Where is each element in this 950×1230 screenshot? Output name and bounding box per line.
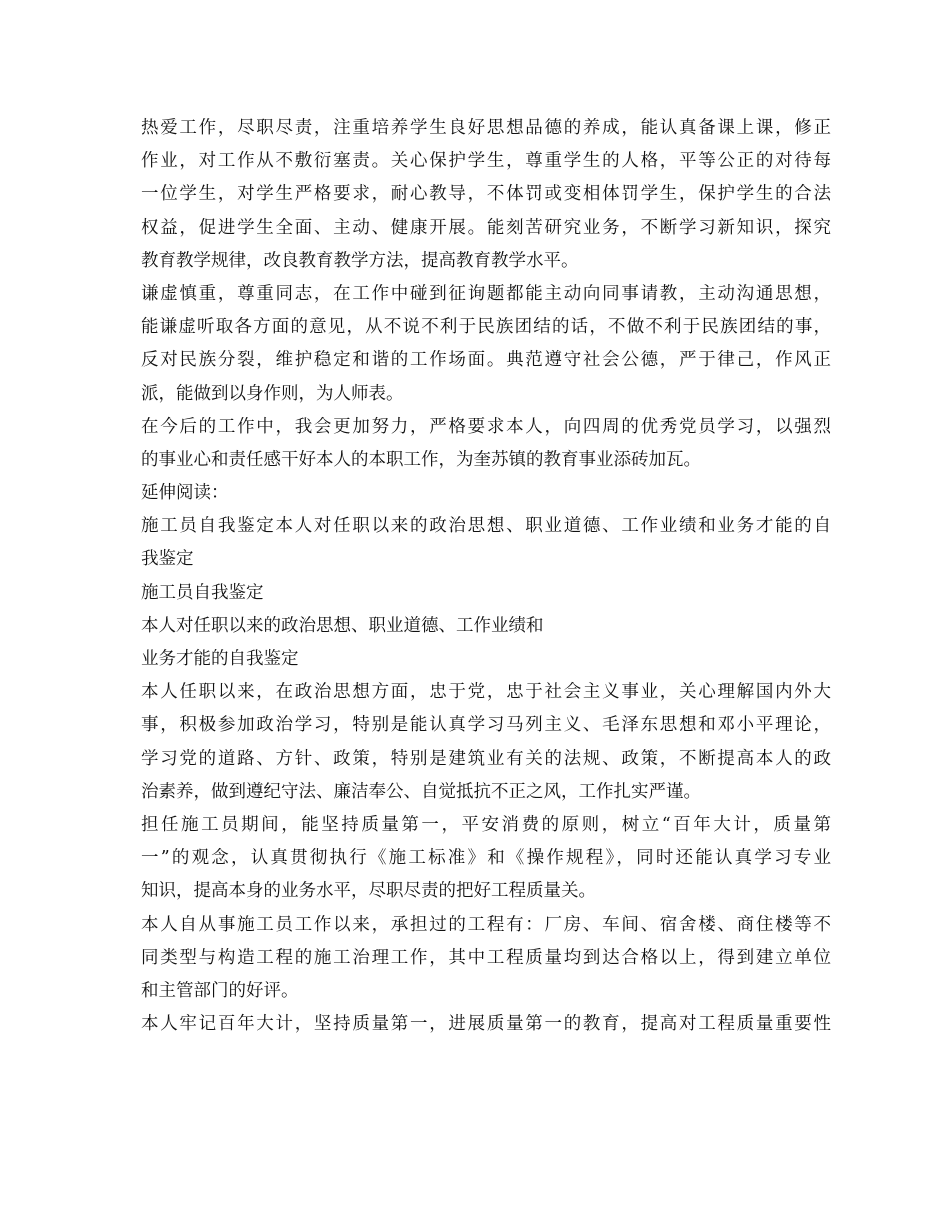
- text-line: 教育教学规律，改良教育教学方法，提高教育教学水平。: [141, 250, 579, 271]
- text-line: 学习党的道路、方针、政策，特别是建筑业有关的法规、政策，不断提高本人的政: [141, 748, 831, 769]
- text-line: 我鉴定: [141, 549, 194, 570]
- text-line: 热爱工作，尽职尽责，注重培养学生良好思想品德的养成，能认真备课上课，修正: [141, 118, 831, 138]
- text-line: 谦虚慎重，尊重同志，在工作中碰到征询题都能主动向同事请教，主动沟通思想，: [141, 283, 831, 304]
- text-line: 同类型与构造工程的施工治理工作，其中工程质量均到达合格以上，得到建立单位: [141, 947, 831, 968]
- text-line: 作业，对工作从不敷衍塞责。关心保护学生，尊重学生的人格，平等公正的对待每: [141, 151, 831, 172]
- text-line: 反对民族分裂，维护稳定和谐的工作场面。典范遵守社会公德，严于律己，作风正: [141, 350, 831, 371]
- text-line: 权益，促进学生全面、主动、健康开展。能刻苦研究业务，不断学习新知识，探究: [141, 217, 831, 238]
- text-line: 施工员自我鉴定: [141, 582, 264, 603]
- text-line: 派，能做到以身作则，为人师表。: [141, 383, 404, 404]
- text-line: 治素养，做到遵纪守法、廉洁奉公、自觉抵抗不正之风，工作扎实严谨。: [141, 781, 701, 802]
- text-line: 延伸阅读：: [141, 483, 229, 504]
- text-line: 一”的观念，认真贯彻执行《施工标准》和《操作规程》，同时还能认真学习专业: [141, 848, 831, 869]
- text-line: 在今后的工作中，我会更加努力，严格要求本人，向四周的优秀党员学习，以强烈: [141, 416, 831, 437]
- text-line: 施工员自我鉴定本人对任职以来的政治思想、职业道德、工作业绩和业务才能的自: [141, 516, 831, 537]
- text-line: 本人对任职以来的政治思想、职业道德、工作业绩和: [141, 615, 544, 636]
- text-line: 业务才能的自我鉴定: [141, 649, 299, 669]
- text-line: 担任施工员期间，能坚持质量第一，平安消费的原则，树立“百年大计，质量第: [141, 814, 831, 835]
- text-line: 和主管部门的好评。: [141, 980, 299, 1001]
- text-line: 本人牢记百年大计，坚持质量第一，进展质量第一的教育，提高对工程质量重要性: [141, 1014, 831, 1035]
- text-line: 事，积极参加政治学习，特别是能认真学习马列主义、毛泽东思想和邓小平理论，: [141, 715, 831, 736]
- text-line: 本人自从事施工员工作以来，承担过的工程有：厂房、车间、宿舍楼、商住楼等不: [141, 914, 831, 935]
- text-line: 本人任职以来，在政治思想方面，忠于党，忠于社会主义事业，关心理解国内外大: [141, 682, 831, 703]
- text-line: 的事业心和责任感干好本人的本职工作，为奎苏镇的教育事业添砖加瓦。: [141, 449, 701, 470]
- text-line: 能谦虚听取各方面的意见，从不说不利于民族团结的话，不做不利于民族团结的事，: [141, 317, 831, 338]
- document-body: [141, 112, 831, 1041]
- text-line: 一位学生，对学生严格要求，耐心教导，不体罚或变相体罚学生，保护学生的合法: [141, 184, 831, 205]
- text-line: 知识，提高本身的业务水平，尽职尽责的把好工程质量关。: [141, 881, 596, 902]
